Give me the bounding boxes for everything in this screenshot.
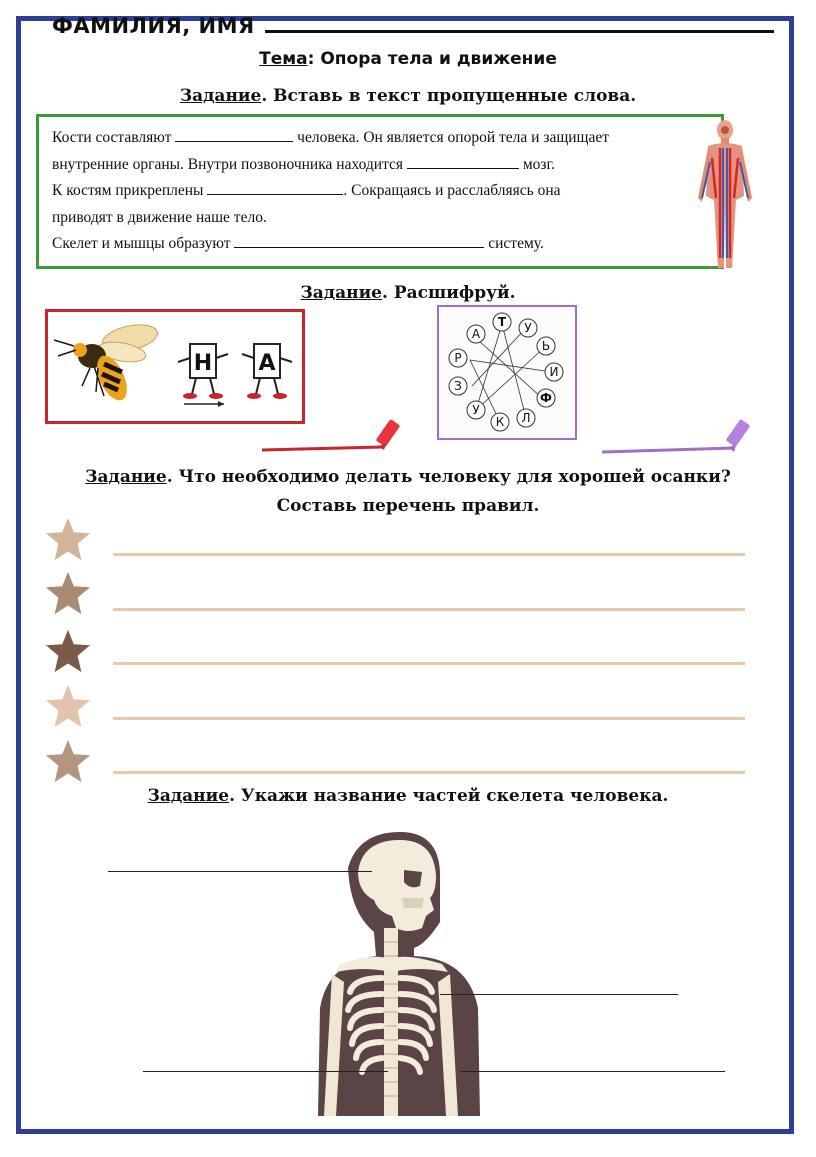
walking-letters-icon	[172, 338, 298, 410]
rule-answer-line-2[interactable]	[113, 608, 745, 611]
star-icon	[44, 570, 92, 616]
svg-text:Р: Р	[454, 351, 462, 365]
svg-text:Ь: Ь	[541, 339, 551, 353]
task1-title: . Вставь в текст пропущенные слова.	[261, 86, 637, 106]
rule-answer-line-5[interactable]	[113, 771, 745, 774]
svg-text:Л: Л	[521, 411, 531, 425]
rule-answer-line-4[interactable]	[113, 717, 745, 720]
skeleton-label-line-ribs[interactable]	[440, 994, 678, 995]
name-blank-line[interactable]	[265, 30, 774, 33]
fill-line-1: Кости составляют человека. Он является опорой тела и защищает	[52, 129, 610, 146]
star-icon	[44, 738, 92, 784]
wasp-icon	[50, 316, 162, 408]
answer-blank-3[interactable]	[207, 180, 343, 195]
wheel-letter	[517, 409, 535, 427]
anatomy-figure-icon	[692, 118, 758, 270]
svg-text:У: У	[524, 321, 532, 335]
wheel-letter	[467, 325, 485, 343]
task3-subtitle: Составь перечень правил.	[276, 496, 540, 516]
red-pencil-answer-line[interactable]	[258, 414, 408, 454]
letter-wheel	[442, 310, 572, 436]
name-field	[52, 14, 774, 38]
wheel-letter	[493, 313, 511, 331]
wheel-letter	[449, 377, 467, 395]
task2-title: . Расшифруй.	[382, 283, 516, 303]
wheel-letter	[519, 319, 537, 337]
fill-line-3: К костям прикреплены . Сокращаясь и расслабляясь она	[52, 182, 561, 199]
rule-answer-line-1[interactable]	[113, 553, 745, 556]
fill-line-2: внутренние органы. Внутри позвоночника находится мозг.	[52, 155, 555, 173]
task1-heading	[0, 86, 816, 106]
star-icon	[44, 516, 92, 562]
svg-text:К: К	[495, 415, 505, 429]
wheel-letter	[545, 363, 563, 381]
fill-line-5: Скелет и мышцы образуют систему.	[52, 235, 544, 252]
svg-text:И: И	[549, 365, 559, 379]
wheel-letter	[449, 349, 467, 367]
wheel-letter	[467, 401, 485, 419]
svg-text:А: А	[471, 327, 481, 341]
wheel-letter	[537, 337, 555, 355]
task-word: Задание	[179, 86, 262, 106]
svg-text:Т: Т	[497, 315, 507, 329]
svg-text:Ф: Ф	[540, 391, 552, 405]
skeleton-label-line-arm[interactable]	[460, 1071, 725, 1072]
topic-text: : Опора тела и движение	[307, 49, 557, 69]
name-label: ФАМИЛИЯ, ИМЯ	[52, 14, 255, 38]
skeleton-label-line-spine[interactable]	[143, 1071, 388, 1072]
fill-line-4: приводят в движение наше тело.	[52, 208, 267, 226]
rebus-letter-1: Н	[193, 351, 213, 376]
answer-blank-1[interactable]	[175, 127, 293, 142]
answer-blank-2[interactable]	[407, 154, 519, 169]
skeleton-figure-icon	[318, 832, 480, 1116]
svg-text:У: У	[472, 403, 480, 417]
answer-blank-4[interactable]	[234, 233, 484, 248]
svg-text:З: З	[454, 379, 462, 393]
task4-title: . Укажи название частей скелета человека.	[229, 786, 669, 806]
task4-heading: Задание. Укажи название частей скелета человека.	[147, 786, 669, 806]
task3-title: . Что необходимо делать человеку для хорошей осанки?	[166, 467, 731, 487]
star-icon	[44, 683, 92, 729]
star-icon	[44, 628, 92, 674]
topic-prefix: Тема	[259, 49, 308, 69]
wheel-letter	[491, 413, 509, 431]
topic-title	[0, 49, 816, 69]
task3-heading: Задание. Что необходимо делать человеку для хорошей осанки? Составь перечень правил.	[0, 463, 816, 521]
purple-pencil-answer-line[interactable]	[598, 414, 758, 456]
task2-heading: Задание. Расшифруй.	[300, 283, 516, 303]
wheel-letter	[537, 389, 555, 407]
skeleton-label-line-skull[interactable]	[108, 871, 372, 872]
fill-in-text	[52, 125, 702, 258]
rule-answer-line-3[interactable]	[113, 662, 745, 665]
rebus-letter-2: А	[258, 351, 276, 376]
